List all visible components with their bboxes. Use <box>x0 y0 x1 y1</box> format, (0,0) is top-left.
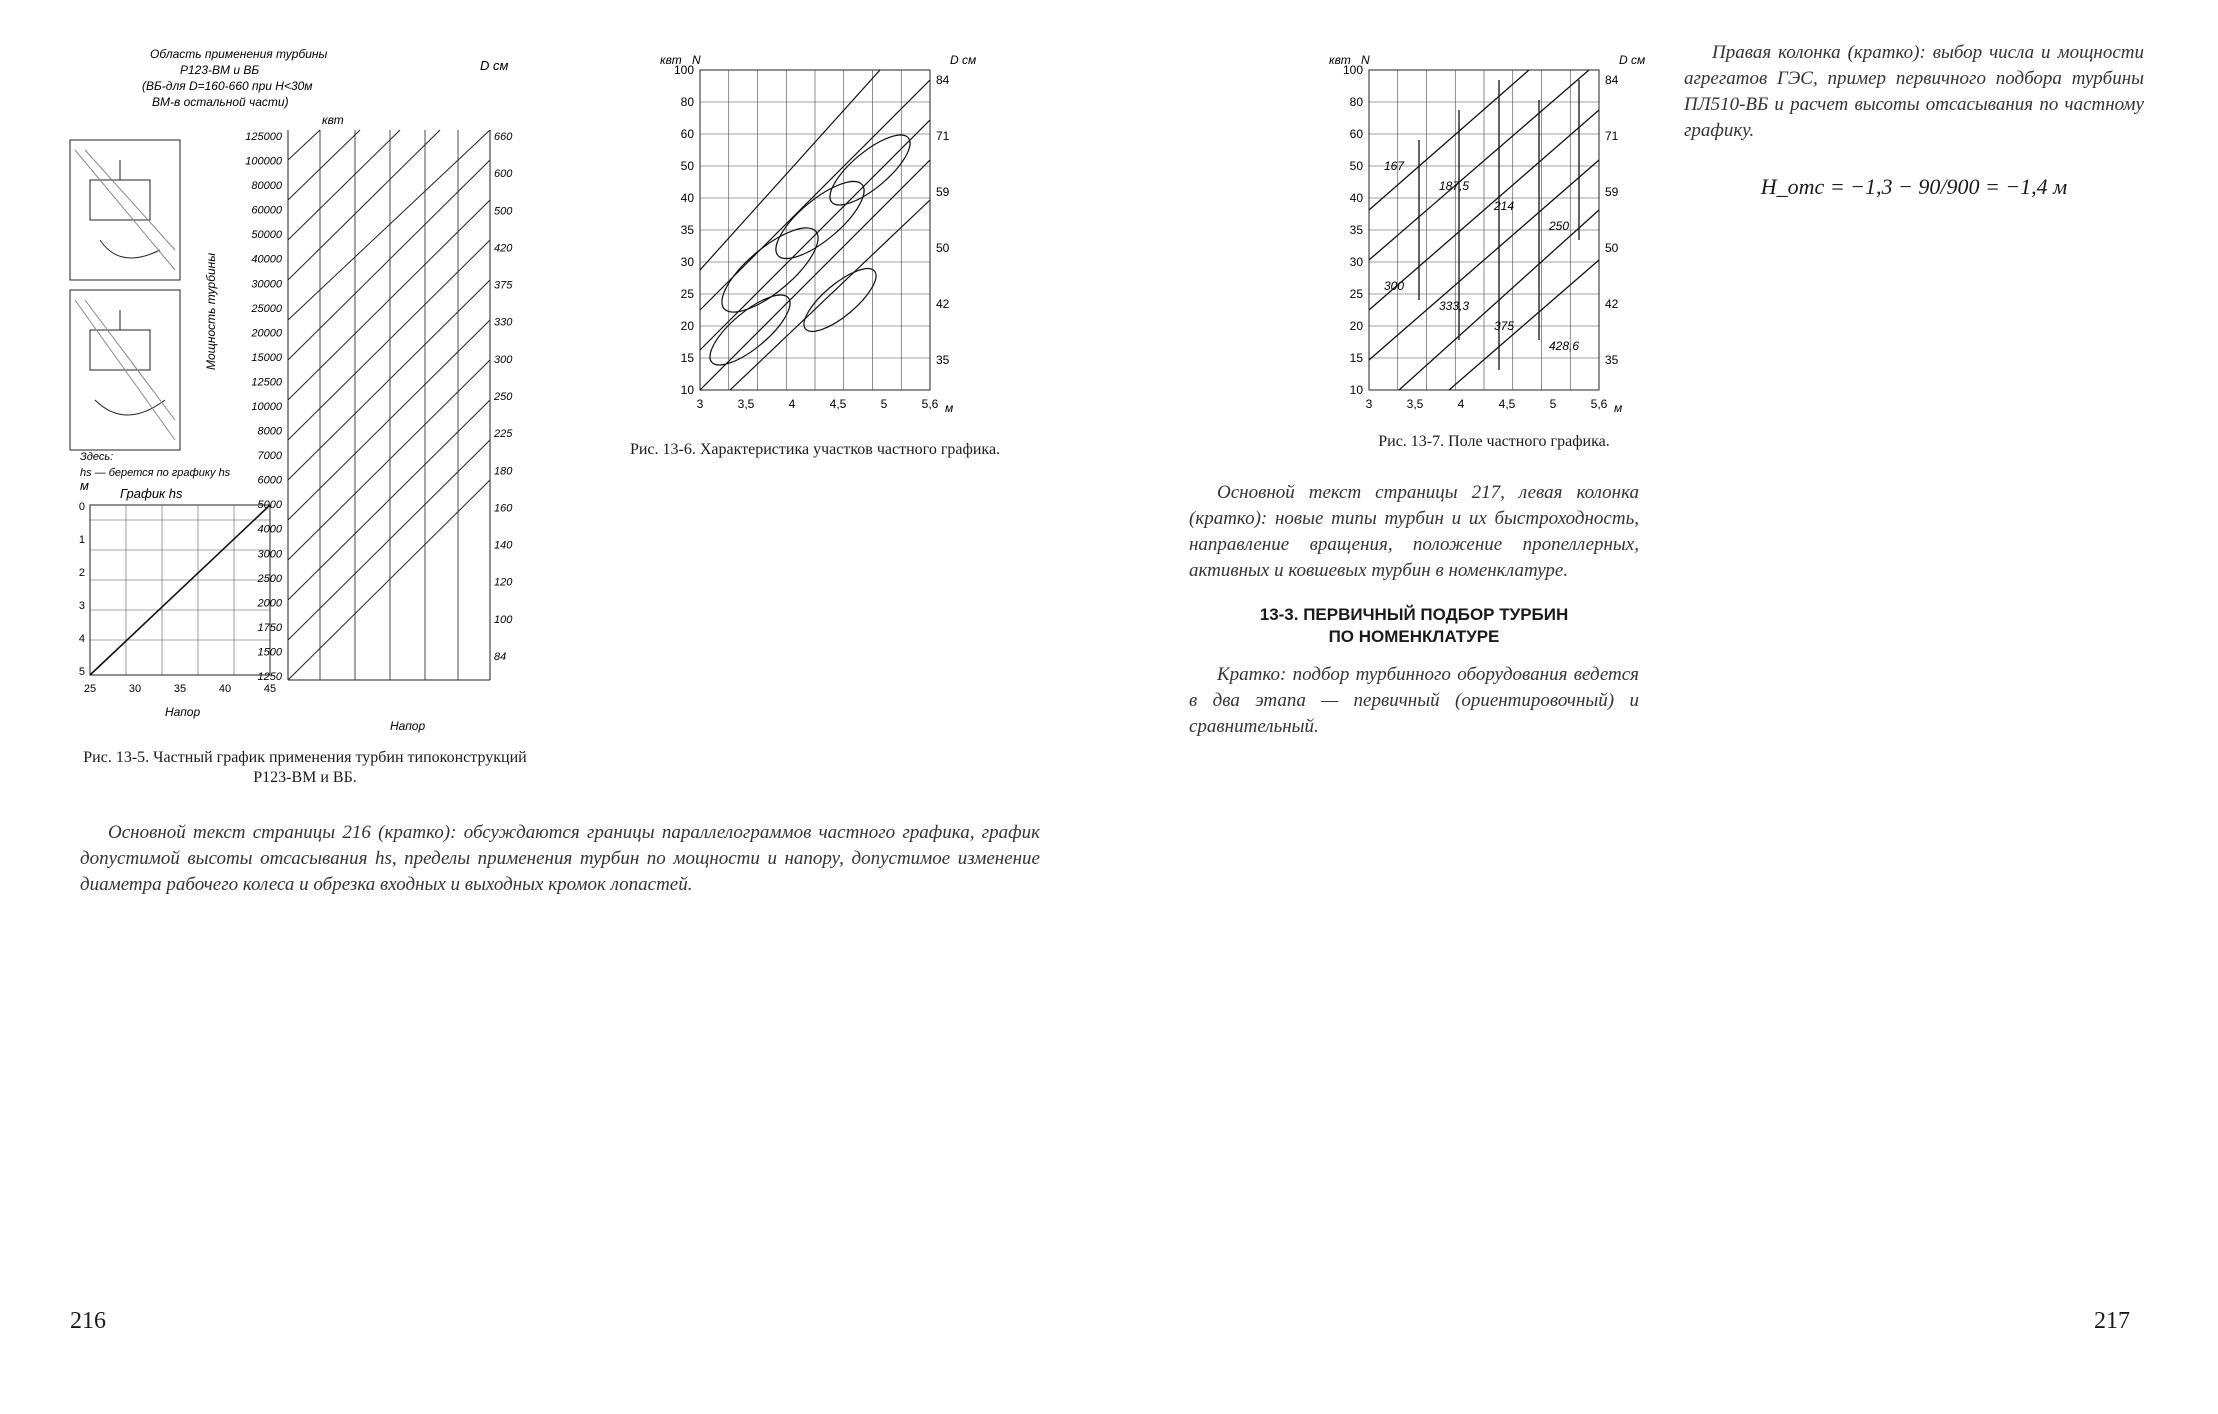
fig5-diameter-label: 160 <box>494 502 513 515</box>
fig5-power-tick-label: 4000 <box>257 523 282 536</box>
fig5-diameter-label: 84 <box>494 651 507 663</box>
fig5-power-tick-label: 6000 <box>257 474 282 487</box>
fig6-power-tick-label: 100 <box>673 63 694 77</box>
fig7-power-tick-label: 20 <box>1349 319 1363 333</box>
fig5-power-tick-label: 8000 <box>257 425 282 438</box>
head-tick-label: 35 <box>173 683 187 695</box>
hs-chart-title: График hs <box>120 486 183 501</box>
fig6-power-tick-label: 60 <box>680 127 694 141</box>
fig5-power-tick-label: 25000 <box>251 302 282 315</box>
right-page-right-column <box>1684 40 2144 200</box>
fig7-head-tick-label: 4,5 <box>1498 397 1516 411</box>
fig6-power-tick-label: 25 <box>680 287 694 301</box>
fig5-note-1: Здесь: <box>80 451 114 463</box>
fig7-speed-label: 300 <box>1384 279 1405 293</box>
fig7-head-tick-label: 3,5 <box>1406 397 1424 411</box>
head-tick-label: 40 <box>218 683 232 695</box>
fig6-head-tick-label: 3 <box>696 397 704 411</box>
fig5-power-axis-label: Мощность турбины <box>204 252 218 370</box>
head-tick-label: 45 <box>263 683 277 695</box>
figure-13-7 <box>1289 40 1709 430</box>
right-page-right-summary: Правая колонка (кратко): выбор числа и мощности агрегатов ГЭС, пример первичного подбора турбины ПЛ510-ВБ и расчет высоты отсасывания по частному графику. <box>1684 42 2144 141</box>
fig7-diameter-tick-label: 42 <box>1605 297 1619 311</box>
figure-13-6-graphic <box>620 40 1040 430</box>
fig7-power-tick-label: 35 <box>1349 223 1363 237</box>
section-heading-13-3 <box>1189 604 1639 648</box>
hs-tick-label: 3 <box>78 600 85 612</box>
figure-13-6-caption: Рис. 13-6. Характеристика участков частного графика. <box>629 441 1001 458</box>
fig5-diameter-label: 120 <box>494 576 513 589</box>
fig5-power-tick-label: 20000 <box>251 327 282 340</box>
right-page-left-column <box>1189 480 1639 750</box>
page-number-216: 216 <box>70 1308 106 1334</box>
fig6-head-tick-label: 5,6 <box>921 397 939 411</box>
figure-13-5-graphic <box>60 40 540 740</box>
fig6-power-tick-label: 50 <box>680 159 694 173</box>
hs-tick-label: 1 <box>78 534 85 546</box>
fig5-power-tick-label: 40000 <box>251 253 282 266</box>
fig5-diameter-label: 500 <box>494 205 513 218</box>
fig7-speed-label: 187,5 <box>1439 179 1470 193</box>
hs-chart <box>79 478 276 719</box>
fig7-head-tick-label: 5,6 <box>1590 397 1608 411</box>
fig7-power-tick-label: 40 <box>1349 191 1363 205</box>
fig5-power-tick-label: 50000 <box>251 229 282 242</box>
fig5-power-tick-label: 1500 <box>257 646 282 659</box>
fig5-power-tick-label: 7000 <box>257 450 282 463</box>
fig6-power-tick-label: 15 <box>680 351 694 365</box>
fig7-power-tick-label: 25 <box>1349 287 1363 301</box>
section-heading-line-2: ПО НОМЕНКЛАТУРЕ <box>1328 627 1500 646</box>
fig7-diameter-tick-label: 84 <box>1605 73 1619 87</box>
figure-13-7-graphic <box>1289 40 1709 430</box>
fig5-head-axis-label: Напор <box>390 719 426 733</box>
fig5-diameter-label: 225 <box>494 428 513 441</box>
fig6-diameter-tick-label: 50 <box>936 241 950 255</box>
fig7-power-tick-label: 60 <box>1349 127 1363 141</box>
fig7-power-tick-label: 50 <box>1349 159 1363 173</box>
fig6-diameter-tick-label: 35 <box>936 353 950 367</box>
fig6-head-tick-label: 5 <box>880 397 888 411</box>
fig5-power-tick-label: 100000 <box>245 155 282 168</box>
fig7-head-tick-label: 4 <box>1457 397 1465 411</box>
left-page-body-summary: Основной текст страницы 216 (кратко): обсуждаются границы параллелограммов частного графика, график допустимой высоты отсасывания hs, пределы применения турбин по мощности и напору, допустимое изменение диаметра рабочего колеса и обрезка входных и выходных кромок лопастей. <box>80 822 1040 895</box>
fig6-diameter-tick-label: 84 <box>936 73 950 87</box>
fig5-application-grid <box>288 130 490 680</box>
fig5-power-tick-label: 5000 <box>257 499 282 512</box>
left-page-body <box>80 820 1040 908</box>
fig5-power-tick-label: 2500 <box>257 572 282 585</box>
fig5-power-tick-label: 1250 <box>257 671 282 683</box>
fig6-power-tick-label: 30 <box>680 255 694 269</box>
fig6-diameter-tick-label: 71 <box>936 129 950 143</box>
right-page <box>1109 0 2218 1414</box>
fig6-x-unit: м <box>945 401 954 415</box>
fig7-speed-label: 428,6 <box>1549 339 1580 353</box>
fig7-power-tick-label: 15 <box>1349 351 1363 365</box>
hs-tick-label: 4 <box>78 633 85 645</box>
fig7-speed-label: 167 <box>1384 159 1405 173</box>
fig7-speed-label: 214 <box>1494 199 1515 213</box>
page-number-217: 217 <box>2094 1308 2130 1334</box>
fig5-diameter-label: 375 <box>494 279 513 292</box>
fig7-x-unit: м <box>1614 401 1623 415</box>
fig6-power-tick-label: 35 <box>680 223 694 237</box>
figure-13-5-caption: Рис. 13-5. Частный график применения турбин типоконструкций Р123-ВМ и ВБ. <box>83 749 527 786</box>
fig6-power-unit: квт <box>660 53 682 67</box>
fig5-diameter-label: 300 <box>494 353 513 366</box>
fig5-header-line-3: (ВБ-для D=160-660 при H<30м <box>142 79 313 93</box>
hs-chart-unit: м <box>80 478 89 493</box>
hs-tick-label: 5 <box>78 666 85 678</box>
fig5-diameter-label: 250 <box>494 391 513 403</box>
fig5-power-tick-label: 15000 <box>251 351 282 364</box>
fig5-diameter-label: 660 <box>494 131 513 143</box>
fig6-power-tick-label: 10 <box>680 383 694 397</box>
fig7-diameter-tick-label: 50 <box>1605 241 1619 255</box>
fig6-diameter-label: D см <box>950 53 977 67</box>
fig5-diameter-label: 100 <box>494 613 513 626</box>
fig5-header-line-2: Р123-ВМ и ВБ <box>180 63 260 77</box>
fig5-power-tick-label: 2000 <box>257 597 282 610</box>
fig7-power-tick-label: 30 <box>1349 255 1363 269</box>
fig5-diameter-label: 420 <box>494 242 513 255</box>
fig7-y-label: N <box>1361 53 1370 67</box>
fig6-y-label: N <box>692 53 701 67</box>
fig7-head-tick-label: 3 <box>1365 397 1373 411</box>
fig5-note-2: hs — берется по графику hs <box>80 467 231 479</box>
fig6-power-tick-label: 40 <box>680 191 694 205</box>
fig5-power-tick-label: 30000 <box>251 278 282 291</box>
fig7-power-tick-label: 80 <box>1349 95 1363 109</box>
figure-13-5 <box>60 40 540 740</box>
fig7-speed-label: 250 <box>1549 219 1570 233</box>
right-page-left-summary: Основной текст страницы 217, левая колонка (кратко): новые типы турбин и их быстроходность, направление вращения, положение пропеллерных, активных и ковшевых турбин в номенклатуре. <box>1189 482 1639 581</box>
fig6-head-tick-label: 4 <box>788 397 796 411</box>
right-page-section-summary: Кратко: подбор турбинного оборудования ведется в два этапа — первичный (ориентировочный) и сравнительный. <box>1189 664 1639 737</box>
turbine-sketch-icon <box>70 140 180 450</box>
fig5-diameter-label: 600 <box>494 168 513 181</box>
figure-13-7-caption: Рис. 13-7. Поле частного графика. <box>1378 433 1610 450</box>
fig7-diameter-tick-label: 35 <box>1605 353 1619 367</box>
hs-chart-head-label: Напор <box>165 705 201 719</box>
fig5-power-tick-label: 12500 <box>251 376 282 389</box>
fig7-speed-label: 333,3 <box>1439 299 1470 313</box>
fig6-diameter-tick-label: 42 <box>936 297 950 311</box>
fig7-head-tick-label: 5 <box>1549 397 1557 411</box>
fig6-head-tick-label: 4,5 <box>829 397 847 411</box>
fig5-power-unit: квт <box>322 113 344 127</box>
fig5-diameter-label: 330 <box>494 316 513 329</box>
fig7-diameter-tick-label: 71 <box>1605 129 1619 143</box>
fig7-diameter-tick-label: 59 <box>1605 185 1619 199</box>
section-heading-line-1: 13-3. ПЕРВИЧНЫЙ ПОДБОР ТУРБИН <box>1259 605 1569 624</box>
hs-tick-label: 0 <box>78 501 85 513</box>
fig6-head-tick-label: 3,5 <box>737 397 755 411</box>
fig5-power-tick-label: 10000 <box>251 401 282 413</box>
fig5-diameter-label: 140 <box>494 539 513 552</box>
head-tick-label: 25 <box>83 683 97 695</box>
fig5-diameter-unit: D см <box>480 58 509 73</box>
fig7-power-tick-label: 10 <box>1349 383 1363 397</box>
figure-13-6 <box>620 40 1040 430</box>
formula-h-ots: H_отс = −1,3 − 90/900 = −1,4 м <box>1760 174 2068 199</box>
fig7-power-tick-label: 100 <box>1342 63 1363 77</box>
head-tick-label: 30 <box>128 683 142 695</box>
fig5-power-tick-label: 60000 <box>251 204 282 217</box>
fig7-speed-label: 375 <box>1494 319 1515 333</box>
fig5-header-line-4: ВМ-в остальной части) <box>152 95 289 109</box>
fig5-power-tick-label: 1750 <box>257 621 282 634</box>
fig5-power-tick-label: 125000 <box>245 131 282 143</box>
fig6-power-tick-label: 80 <box>680 95 694 109</box>
fig6-diameter-tick-label: 59 <box>936 185 950 199</box>
fig5-diameter-label: 180 <box>494 465 513 478</box>
fig5-header-line-1: Область применения турбины <box>150 47 328 61</box>
fig7-power-unit: квт <box>1329 53 1351 67</box>
fig6-power-tick-label: 20 <box>680 319 694 333</box>
fig5-power-tick-label: 3000 <box>257 548 282 561</box>
fig5-power-tick-label: 80000 <box>251 180 282 193</box>
hs-tick-label: 2 <box>78 567 85 579</box>
fig7-diameter-label: D см <box>1619 53 1646 67</box>
